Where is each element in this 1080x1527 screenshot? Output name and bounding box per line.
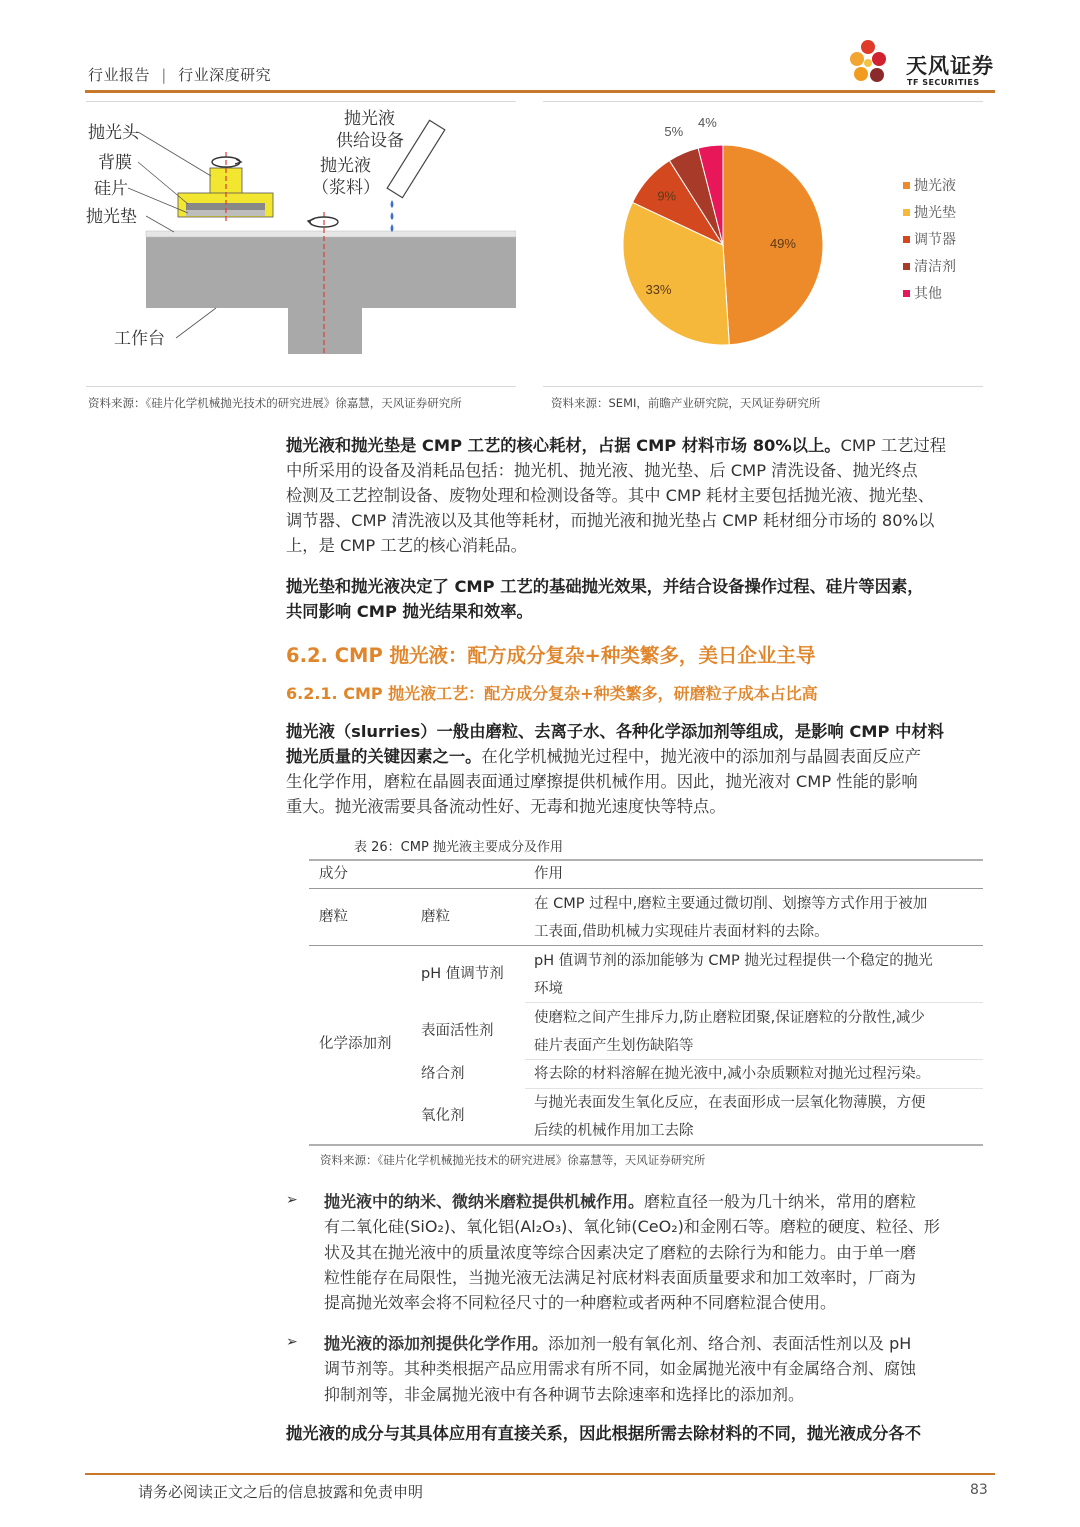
header-category: 行业报告 [88,66,151,84]
pie-data-label: 4% [698,114,717,130]
para1-line: 调节器、CMP 清洗液以及其他等耗材，而抛光液和抛光垫占 CMP 耗材细分市场的 80%以 [286,511,935,530]
table-group-chemical: 化学添加剂 [319,1036,392,1052]
table-row-effect: 将去除的材料溶解在抛光液中,减小杂质颗粒对抛光过程污染。 [534,1066,931,1082]
bullet-line: 状及其在抛光液中的质量浓度等综合因素决定了磨粒的去除行为和能力。由于单一磨 [324,1242,917,1262]
paragraph-pad-and-slurry [286,574,996,624]
figure-right-source: 资料来源：SEMI，前瞻产业研究院，天风证券研究所 [551,396,821,410]
table-row-effect: pH 值调节剂的添加能够为 CMP 抛光过程提供一个稳定的抛光 环境 [534,953,933,997]
table-row-effect: 使磨粒之间产生排斥力,防止磨粒团聚,保证磨粒的分散性,减少 硅片表面产生划伤缺陷等 [534,1010,925,1054]
figure-left-source: 资料来源：《硅片化学机械抛光技术的研究进展》徐嘉慧，天风证券研究所 [88,396,462,410]
table-rule [309,1144,983,1146]
legend-label: 调节器 [914,232,956,248]
cmp-materials-pie-chart [543,104,983,384]
bullet-line: 有二氧化硅(SiO₂)、氧化铝(Al₂O₃)、氧化铈(CeO₂)和金刚石等。磨粒的硬度、粒径、形 [324,1217,940,1237]
para1-line: CMP 工艺过程 [840,436,947,455]
logo-name: 天风证券 [906,54,994,78]
label-platen: 工作台 [114,329,165,349]
legend-swatch [903,290,910,297]
table-row-effect: 在 CMP 过程中,磨粒主要通过微切削、划擦等方式作用于被加 工表面,借助机械力实现硅片表面材料的去除。 [534,896,928,940]
figure-bottom-rule [86,386,516,387]
table-rule [309,859,983,861]
para3-bold: 抛光液（slurries）一般由磨粒、去离子水、各种化学添加剂等组成，是影响 CMP 中材料 [286,722,944,741]
footer-divider [85,1473,995,1475]
subsection-heading: 6.2.1. CMP 抛光液工艺：配方成分复杂+种类繁多，研磨粒子成本占比高 [286,684,818,703]
legend-swatch [903,182,910,189]
legend-label: 抛光垫 [914,205,956,221]
figure-top-rule [86,101,516,102]
legend-label: 清洁剂 [914,259,956,275]
table-row-name: 氧化剂 [421,1108,465,1124]
logo-subtitle: TF SECURITIES [907,78,980,87]
bullet-arrow-icon: ➢ [286,1334,298,1350]
bullet-line: 添加剂一般有氧化剂、络合剂、表面活性剂以及 pH [548,1334,912,1353]
para1-line: 检测及工艺控制设备、废物处理和检测设备等。其中 CMP 耗材主要包括抛光液、抛光垫、 [286,486,934,505]
pie-data-label: 33% [645,281,672,297]
table-header-component: 成分 [319,866,348,882]
legend-label: 抛光液 [914,178,956,194]
pie-data-label: 9% [657,188,677,204]
platen-shape [146,236,516,354]
header-breadcrumb [88,64,271,85]
para3-bold: 抛光质量的关键因素之一。 [286,747,482,766]
closing-paragraph [286,1421,996,1446]
label-polishing-head: 抛光头 [88,123,139,143]
para1-line: 上，是 CMP 工艺的核心消耗品。 [286,536,527,555]
header-divider [85,90,995,93]
table-caption: 表 26：CMP 抛光液主要成分及作用 [354,840,563,855]
legend-swatch [903,263,910,270]
bullet-line: 提高抛光效率会将不同粒径尺寸的一种磨粒或者两种不同磨粒混合使用。 [324,1293,837,1313]
table-row-name: 表面活性剂 [421,1023,494,1039]
cmp-process-diagram [86,104,516,384]
bullet-lead: 抛光液的添加剂提供化学作用。 [324,1334,549,1353]
page-number: 83 [970,1482,988,1498]
header-separator: | [161,66,167,84]
paragraph-slurries [286,719,996,819]
table-group-abrasive: 磨粒 [319,909,348,925]
paragraph-core-consumables [286,433,996,558]
table-rule [309,888,983,889]
polishing-pad-shape [146,231,516,237]
label-supply-line1: 抛光液 [344,109,395,129]
para2-line: 抛光垫和抛光液决定了 CMP 工艺的基础抛光效果，并结合设备操作过程、硅片等因素， [286,577,924,596]
figure-bottom-rule [543,386,983,387]
table-row-name: pH 值调节剂 [421,966,504,982]
label-slurry-line2: （浆料） [312,178,380,198]
label-polishing-pad: 抛光垫 [86,207,137,227]
label-slurry-line1: 抛光液 [320,156,371,176]
table-rule [309,945,983,946]
legend-swatch [903,209,910,216]
table-row-effect: 与抛光表面发生氧化反应，在表面形成一层氧化物薄膜，方便 后续的机械作用加工去除 [534,1095,926,1139]
pie-data-label: 5% [664,124,684,140]
para2-line: 共同影响 CMP 抛光结果和效率。 [286,602,533,621]
bullet-line: 磨粒直径一般为几十纳米，常用的磨粒 [644,1192,917,1211]
label-backing-film: 背膜 [98,153,132,173]
table-row-name: 磨粒 [421,909,450,925]
para3-line: 在化学机械抛光过程中，抛光液中的添加剂与晶圆表面反应产 [481,747,921,766]
bullet-lead: 抛光液中的纳米、微纳米磨粒提供机械作用。 [324,1192,645,1211]
bullet-line: 粒性能存在局限性，当抛光液无法满足衬底材料表面质量要求和加工效率时，厂商为 [324,1267,917,1287]
table-rule [525,1002,983,1003]
para3-line: 生化学作用，磨粒在晶圆表面通过摩擦提供机械作用。因此，抛光液对 CMP 性能的影响 [286,772,918,791]
header-subcategory: 行业深度研究 [178,66,272,84]
figure-top-rule [543,101,983,102]
footer-disclaimer[interactable]: 请务必阅读正文之后的信息披露和免责申明 [138,1483,424,1501]
pie-data-label: 49% [769,236,796,252]
bullet-line: 调节剂等。其种类根据产品应用需求有所不同，如金属抛光液中有金属络合剂、腐蚀 [324,1359,917,1379]
legend-label: 其他 [914,286,942,302]
label-supply-line2: 供给设备 [336,131,404,151]
para3-line: 重大。抛光液需要具备流动性好、无毒和抛光速度快等特点。 [286,797,726,816]
section-heading: 6.2. CMP 抛光液：配方成分复杂+种类繁多，美日企业主导 [286,644,816,667]
bullet-arrow-icon: ➢ [286,1192,298,1208]
label-wafer: 硅片 [94,179,128,199]
para1-lead: 抛光液和抛光垫是 CMP 工艺的核心耗材，占据 CMP 材料市场 80%以上。 [286,436,841,455]
table-header-effect: 作用 [534,866,563,882]
closing-line: 抛光液的成分与其具体应用有直接关系，因此根据所需去除材料的不同，抛光液成分各不 [286,1424,921,1443]
table-row-name: 络合剂 [421,1066,465,1082]
legend-swatch [903,236,910,243]
para1-line: 中所采用的设备及消耗品包括：抛光机、抛光液、抛光垫、后 CMP 清洗设备、抛光终点 [286,461,918,480]
table-source: 资料来源：《硅片化学机械抛光技术的研究进展》徐嘉慧等，天风证券研究所 [320,1153,706,1167]
bullet-line: 抑制剂等，非金属抛光液中有各种调节去除速率和选择比的添加剂。 [324,1384,805,1404]
